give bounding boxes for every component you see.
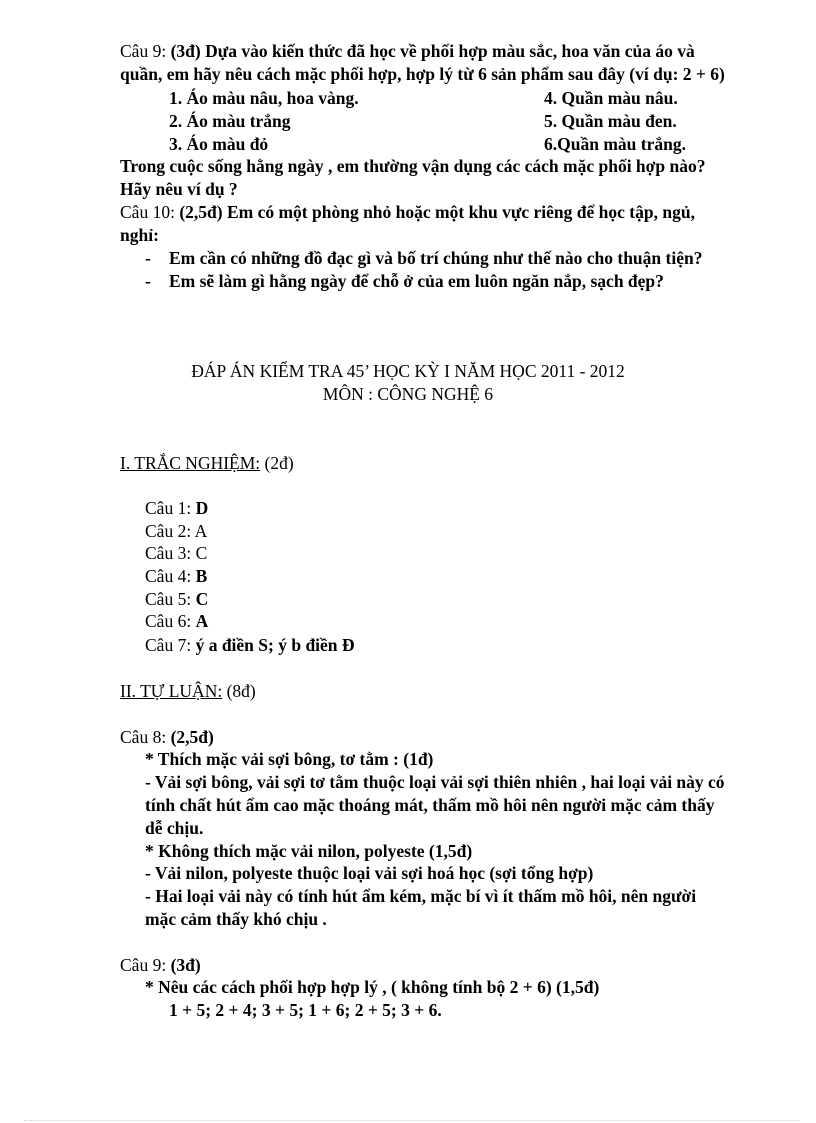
q9-item-5: 5. Quần màu đen. bbox=[544, 111, 677, 131]
q9-item-3: 3. Áo màu đỏ bbox=[169, 134, 269, 154]
ans9-line-1: * Nêu các cách phối hợp hợp lý , ( không tính bộ 2 + 6) (1,5đ) bbox=[145, 977, 600, 997]
ans8-line-1: * Thích mặc vải sợi bông, tơ tằm : (1đ) bbox=[145, 749, 434, 769]
q10-bullet-2: Em sẽ làm gì hằng ngày để chỗ ở của em luôn ngăn nắp, sạch đẹp? bbox=[169, 271, 664, 291]
mc-answer-value: ý a điền S; ý b điền Đ bbox=[195, 635, 355, 655]
mc-answer-label: Câu 7: bbox=[145, 635, 196, 655]
mc-answer-value: D bbox=[195, 498, 209, 518]
ans8-line-2: - Vải sợi bông, vải sợi tơ tằm thuộc loại vải sợi thiên nhiên , hai loại vải này có bbox=[145, 772, 725, 792]
q10-bullet-mark-2: - bbox=[145, 271, 151, 291]
mc-answer-value: A bbox=[195, 611, 209, 631]
mc-answer-4 bbox=[145, 565, 207, 587]
mc-answer-6 bbox=[145, 610, 208, 632]
ans8-heading bbox=[120, 726, 214, 748]
ans8-line-6: - Vải nilon, polyeste thuộc loại vải sợi hoá học (sợi tổng hợp) bbox=[145, 863, 594, 883]
q9-daily-question: Trong cuộc sống hằng ngày , em thường vận dụng các cách mặc phối hợp nào? bbox=[120, 156, 706, 176]
ans9-points: (3đ) bbox=[166, 955, 201, 975]
mc-answer-2 bbox=[145, 520, 207, 542]
q9-line-2: quần, em hãy nêu cách mặc phối hợp, hợp lý từ 6 sản phẩm sau đây (ví dụ: 2 + 6) bbox=[120, 64, 725, 84]
part2-heading: II. TỰ LUẬN: bbox=[120, 681, 223, 701]
mc-answer-5 bbox=[145, 588, 208, 610]
part1-heading-line bbox=[120, 452, 294, 474]
mc-answer-label: Câu 4: bbox=[145, 566, 196, 586]
q9-item-1: 1. Áo màu nâu, hoa vàng. bbox=[169, 88, 359, 108]
part1-heading: I. TRẮC NGHIỆM: bbox=[120, 453, 261, 473]
q9-line-1 bbox=[120, 40, 695, 62]
q10-line-2: nghỉ: bbox=[120, 225, 159, 245]
part2-points: (8đ) bbox=[222, 681, 256, 701]
page-bottom-rule bbox=[24, 1120, 800, 1121]
mc-answer-1 bbox=[145, 497, 208, 519]
mc-answer-value: C bbox=[195, 543, 208, 563]
mc-answer-label: Câu 3: bbox=[145, 543, 196, 563]
mc-answer-value: C bbox=[195, 589, 209, 609]
ans8-line-4: dễ chịu. bbox=[145, 818, 204, 838]
q10-prompt-start: (2,5đ) Em có một phòng nhỏ hoặc một khu vực riêng để học tập, ngủ, bbox=[174, 202, 695, 222]
mc-answer-label: Câu 5: bbox=[145, 589, 196, 609]
ans9-line-2: 1 + 5; 2 + 4; 3 + 5; 1 + 6; 2 + 5; 3 + 6. bbox=[169, 1000, 442, 1020]
q9-item-4: 4. Quần màu nâu. bbox=[544, 88, 678, 108]
mc-answer-7 bbox=[145, 634, 355, 656]
ans8-line-3: tính chất hút ẩm cao mặc thoáng mát, thấm mồ hôi nên người mặc cảm thấy bbox=[145, 795, 715, 815]
mc-answer-value: B bbox=[195, 566, 208, 586]
answer-key-subject: MÔN : CÔNG NGHỆ 6 bbox=[322, 384, 494, 404]
mc-answer-label: Câu 6: bbox=[145, 611, 196, 631]
mc-answer-value: A bbox=[194, 521, 208, 541]
ans8-label: Câu 8: bbox=[120, 727, 167, 747]
mc-answer-3 bbox=[145, 542, 207, 564]
mc-answer-label: Câu 2: bbox=[145, 521, 195, 541]
ans9-heading bbox=[120, 954, 201, 976]
q9-example-request: Hãy nêu ví dụ ? bbox=[120, 179, 238, 199]
ans8-line-8: mặc cảm thấy khó chịu . bbox=[145, 909, 327, 929]
mc-answer-label: Câu 1: bbox=[145, 498, 196, 518]
q9-item-2: 2. Áo màu trắng bbox=[169, 111, 291, 131]
q9-item-6: 6.Quần màu trắng. bbox=[544, 134, 686, 154]
ans8-line-5: * Không thích mặc vải nilon, polyeste (1,5đ) bbox=[145, 841, 473, 861]
ans9-label: Câu 9: bbox=[120, 955, 167, 975]
part1-points: (2đ) bbox=[260, 453, 294, 473]
q10-bullet-1: Em cần có những đồ đạc gì và bố trí chúng như thế nào cho thuận tiện? bbox=[169, 248, 703, 268]
answer-key-title: ĐÁP ÁN KIỂM TRA 45’ HỌC KỲ I NĂM HỌC 2011 - 2012 bbox=[191, 361, 625, 381]
ans8-line-7: - Hai loại vải này có tính hút ẩm kém, mặc bí vì ít thấm mồ hôi, nên người bbox=[145, 886, 697, 906]
q10-line-1 bbox=[120, 201, 695, 223]
q10-bullet-mark-1: - bbox=[145, 248, 151, 268]
q9-prompt-start: (3đ) Dựa vào kiến thức đã học về phối hợp màu sắc, hoa văn của áo và bbox=[166, 41, 695, 61]
q10-label: Câu 10: bbox=[120, 202, 175, 222]
ans8-points: (2,5đ) bbox=[166, 727, 214, 747]
part2-heading-line bbox=[120, 680, 256, 702]
q9-label: Câu 9: bbox=[120, 41, 167, 61]
